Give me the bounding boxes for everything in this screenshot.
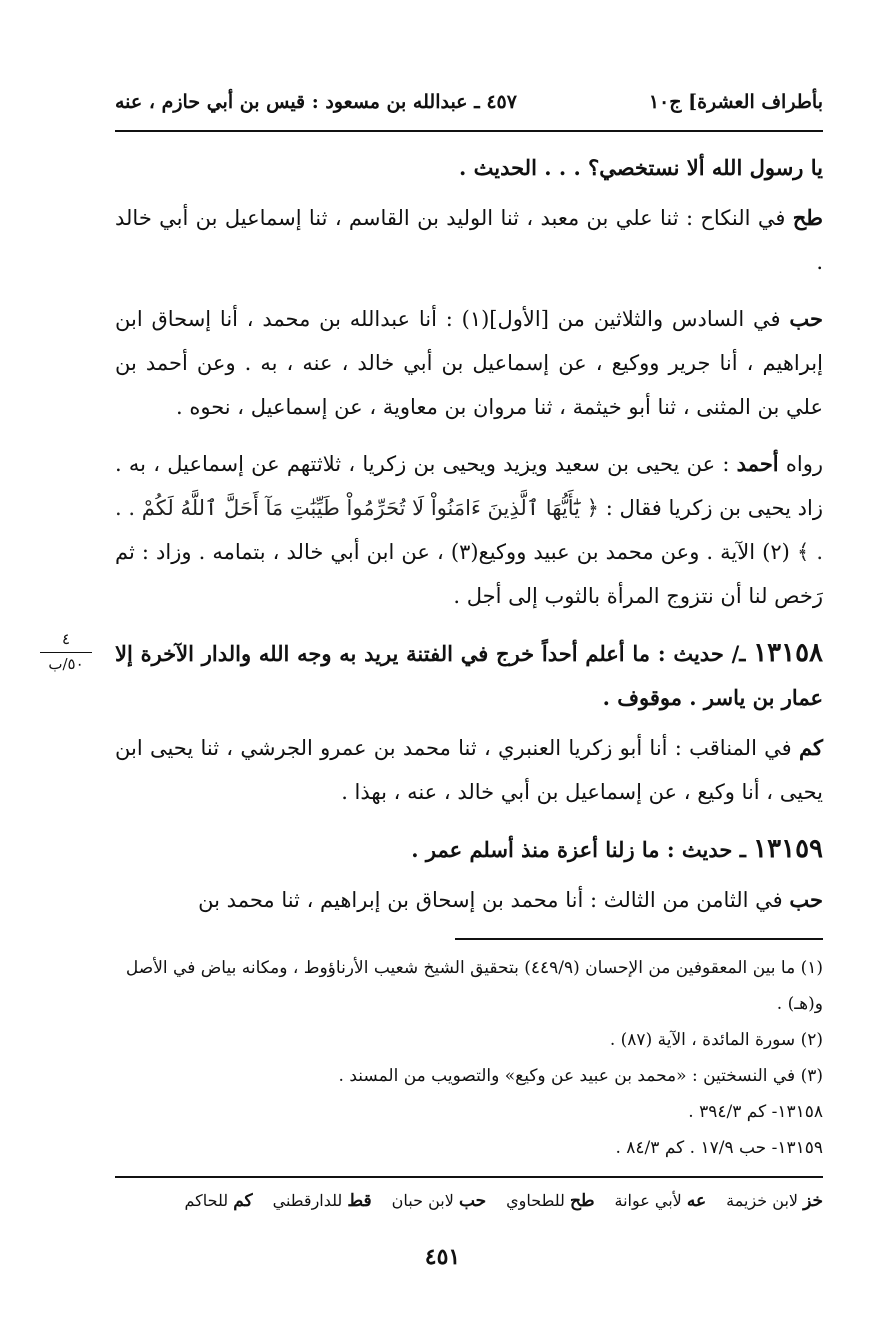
source-abbr: كم	[799, 735, 823, 760]
paragraph-text: في السادس والثلاثين من [الأول](١) : أنا عبدالله بن محمد ، أنا إسحاق ابن إبراهيم ، أنا جرير ووكيع ، عن إسماعيل بن أبي خالد ، عنه ، به . وعن أحمد بن علي بن المثنى ، ثنا أبو خيثمة ، ثنا مروان بن معاوية ، عن إسماعيل ، نحوه .	[115, 307, 823, 419]
legend-item	[273, 1191, 372, 1211]
legend-name: لابن حبان	[391, 1191, 454, 1210]
source-abbr: طح	[792, 205, 823, 230]
hadith-text: ـ حديث : ما زلنا أعزة منذ أسلم عمر .	[411, 837, 746, 862]
footnote: ١٣١٥٩- حب ١٧/٩ . كم ٨٤/٣ .	[615, 1138, 823, 1158]
paragraph-text: في الثامن من الثالث : أنا محمد بن إسحاق بن إبراهيم ، ثنا محمد بن	[198, 888, 783, 912]
manuscript-folio-note	[40, 628, 92, 675]
page-number: ٤٥١	[424, 1244, 461, 1270]
legend-abbr: خز	[803, 1191, 823, 1211]
legend-name: للدارقطني	[272, 1191, 343, 1210]
paragraph-tahawi	[115, 196, 823, 284]
hadith-number: ١٣١٥٨	[753, 638, 824, 668]
footnotes	[115, 950, 823, 1166]
footnote: (١) ما بين المعقوفين من الإحسان (٤٤٩/٩) بتحقيق الشيخ شعيب الأرناؤوط ، ومكانه بياض في الأصل و(هـ) .	[125, 958, 823, 1014]
folio-side: ٥٠/ب	[48, 655, 84, 673]
legend-name: لابن خزيمة	[726, 1191, 799, 1210]
legend-abbr: قط	[347, 1191, 372, 1211]
legend-name: للحاكم	[184, 1191, 229, 1210]
legend-item	[184, 1191, 252, 1211]
legend-item	[392, 1191, 486, 1211]
hadith-entry-13159	[115, 827, 823, 872]
paragraph-text: رواه	[785, 452, 823, 476]
paragraph-hakim	[115, 726, 823, 814]
footnote: ١٣١٥٨- كم ٣٩٤/٣ .	[688, 1102, 823, 1122]
legend-name: لأبي عوانة	[614, 1191, 682, 1210]
paragraph-ibn-hibban	[115, 297, 823, 429]
folio-number: ٤	[40, 628, 92, 653]
source-abbr: حب	[789, 306, 823, 331]
hadith-number: ١٣١٥٩	[753, 834, 823, 864]
footnote: (٣) في النسختين : «محمد بن عبيد عن وكيع» والتصويب من المسند .	[338, 1066, 823, 1086]
paragraph-ibn-hibban-2	[115, 878, 823, 922]
legend-divider	[115, 1176, 823, 1178]
running-header	[115, 84, 823, 120]
legend-item	[506, 1191, 594, 1211]
header-divider	[115, 130, 823, 132]
hadith-entry-13158	[115, 631, 823, 720]
legend-abbr: كم	[233, 1191, 253, 1211]
legend-name: للطحاوي	[506, 1191, 565, 1210]
legend-item	[615, 1191, 707, 1211]
paragraph-text: في المناقب : أنا أبو زكريا العنبري ، ثنا محمد بن عمرو الجرشي ، ثنا يحيى ابن يحيى ، أنا وكيع ، عن إسماعيل بن أبي خالد ، عنه ، بهذا .	[115, 736, 823, 804]
main-text	[115, 146, 823, 935]
paragraph-text: في النكاح : ثنا علي بن معبد ، ثنا الوليد بن القاسم ، ثنا إسماعيل بن أبي خالد .	[115, 206, 823, 274]
source-abbr: أحمد	[736, 451, 779, 476]
legend-abbr: طح	[570, 1191, 595, 1211]
legend-abbr: عه	[686, 1191, 707, 1211]
legend-item	[726, 1191, 823, 1211]
paragraph-text: (٢) الآية . وعن محمد بن عبيد ووكيع(٣) ، عن ابن أبي خالد ، بتمامه . وزاد : ثم رَخص لنا أن نتزوج المرأة بالثوب إلى أجل .	[115, 540, 823, 608]
quran-verse: ﴿ يَٰٓأَيُّهَا ٱلَّذِينَ ءَامَنُواْ لَا تُحَرِّمُواْ طَيِّبَٰتِ مَآ أَحَلَّ ٱللَّهُ لَكُمْ . . . ﴾	[115, 496, 823, 564]
paragraph-text: : عن يحيى بن سعيد ويزيد ويحيى بن زكريا ، ثلاثتهم عن إسماعيل ، به . زاد يحيى بن زكريا فقال :	[115, 452, 823, 520]
source-abbr: حب	[789, 887, 823, 912]
footnote-divider	[455, 938, 823, 940]
footnote: (٢) سورة المائدة ، الآية (٨٧) .	[609, 1030, 823, 1050]
abbreviation-legend	[115, 1186, 823, 1216]
text-continuation: يا رسول الله ألا نستخصي؟ . . . الحديث .	[459, 155, 823, 180]
header-volume-title: بأطراف العشرة] ج١٠	[648, 91, 823, 113]
paragraph-ahmad	[115, 442, 823, 618]
hadith-text: ـ/ حديث : ما أعلم أحداً خرج في الفتنة يريد به وجه الله والدار الآخرة إلا عمار بن ياسر . موقوف .	[115, 641, 823, 710]
header-chapter-title: ٤٥٧ ـ عبدالله بن مسعود : قيس بن أبي حازم ، عنه	[115, 91, 517, 113]
legend-abbr: حب	[458, 1191, 487, 1211]
